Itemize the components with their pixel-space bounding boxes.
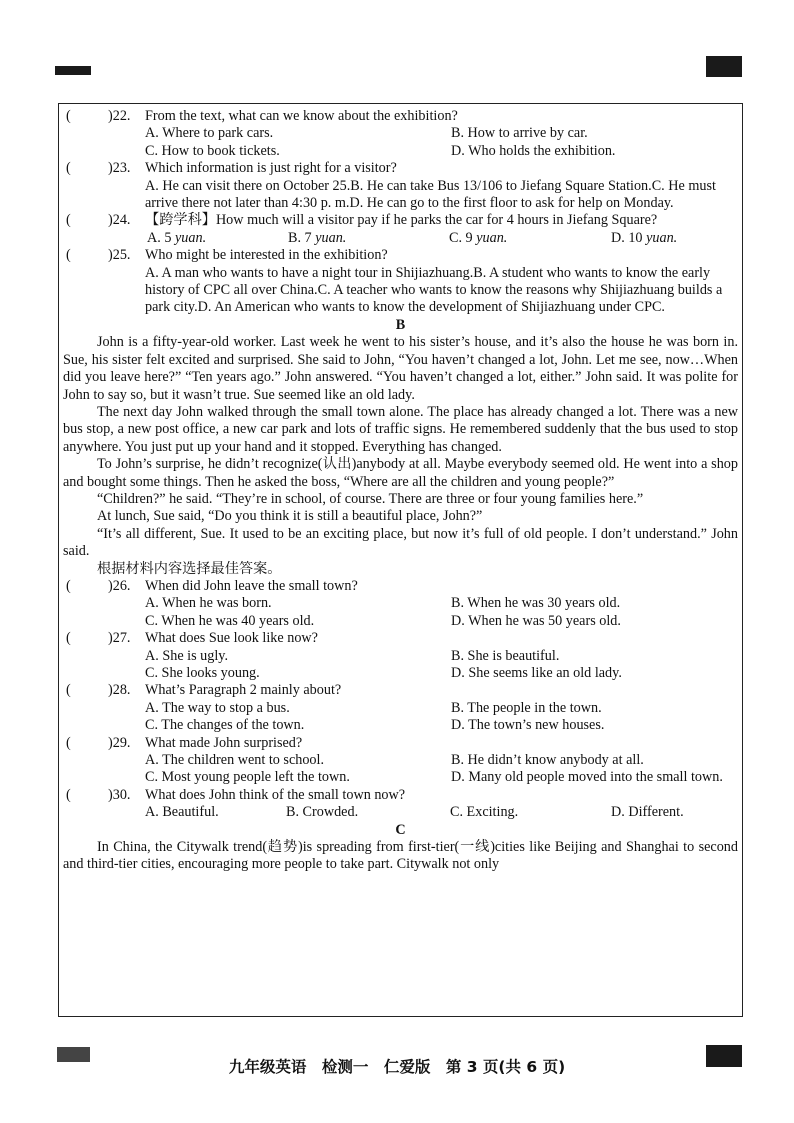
question-stem: Who might be interested in the exhibition? xyxy=(145,247,388,264)
section-c-label: C xyxy=(395,821,406,838)
option: D. When he was 50 years old. xyxy=(451,612,621,629)
option xyxy=(147,230,288,247)
question xyxy=(63,578,738,630)
passage-c: In China, the Citywalk trend(趋势)is spreading from first-tier(一线)cities like Beijing and Shanghai to second and third-tier cities, encouraging more people to take part. Citywalk not only xyxy=(63,839,738,873)
question-number: )27. xyxy=(108,630,131,647)
option: B. Crowded. xyxy=(286,804,359,821)
question-stem: What does Sue look like now? xyxy=(145,630,318,647)
question-stem-row xyxy=(63,160,738,177)
options xyxy=(63,752,738,787)
question-stem: 【跨学科】How much will a visitor pay if he parks the car for 4 hours in Jiefang Square? xyxy=(145,212,658,229)
registration-mark-top-left xyxy=(55,66,91,75)
answer-bracket: ( xyxy=(66,682,71,699)
question-number: )23. xyxy=(108,160,131,177)
question-stem-row xyxy=(63,630,738,647)
passage-paragraph: “Children?” he said. “They’re in school, of course. There are three or four young families here.” xyxy=(97,490,644,507)
question-stem: What’s Paragraph 2 mainly about? xyxy=(145,682,342,699)
option xyxy=(611,230,761,247)
question-number: )25. xyxy=(108,247,131,264)
passage-paragraph: The next day John walked through the small town alone. The place has already changed a lot. There was a new bus stop, a new post office, a new car park and lots of traffic signs. He remembered suddenly that the bus used to stop anywhere. You just put up your hand and it stopped. Everything has changed. xyxy=(63,403,738,455)
passage-paragraph: “It’s all different, Sue. It used to be an exciting place, but now it’s full of old people. I don’t understand.” John said. xyxy=(63,525,738,560)
question xyxy=(63,160,738,212)
question xyxy=(63,247,738,317)
option-unit: yuan. xyxy=(315,229,347,246)
question-stem-row xyxy=(63,787,738,804)
question xyxy=(63,682,738,734)
option: A. The way to stop a bus. xyxy=(145,699,290,716)
page-footer: 九年级英语 检测一 仁爱版 第 3 页(共 6 页) xyxy=(228,1058,566,1076)
question-stem: When did John leave the small town? xyxy=(145,577,358,594)
instruction-b: 根据材料内容选择最佳答案。 xyxy=(97,560,282,577)
option: B. He didn’t know anybody at all. xyxy=(451,752,644,769)
options xyxy=(63,125,738,160)
options xyxy=(63,230,738,247)
answer-bracket: ( xyxy=(66,160,71,177)
option-unit: yuan. xyxy=(646,229,678,246)
option: C. She looks young. xyxy=(145,665,260,681)
section-b-label: B xyxy=(395,316,406,333)
option: A. Where to park cars. xyxy=(145,125,274,142)
question-number: )30. xyxy=(108,786,131,803)
option-letter: D. 10 xyxy=(611,229,643,246)
option: C. He must arrive there not later than 4:30 p. m. xyxy=(145,177,716,212)
option: D. Who holds the exhibition. xyxy=(451,142,616,159)
option: D. Different. xyxy=(611,804,684,821)
question-number: )26. xyxy=(108,577,131,594)
option: D. She seems like an old lady. xyxy=(451,665,622,681)
answer-bracket: ( xyxy=(66,247,71,264)
question-stem: Which information is just right for a visitor? xyxy=(145,160,397,177)
option-letter: A. 5 xyxy=(147,229,172,246)
option: B. He can take Bus 13/106 to Jiefang Square Station. xyxy=(350,177,652,194)
question-stem: What does John think of the small town now? xyxy=(145,786,406,803)
options xyxy=(63,265,738,317)
option: B. She is beautiful. xyxy=(451,647,560,664)
option: C. Exciting. xyxy=(450,804,519,821)
question xyxy=(63,735,738,787)
options xyxy=(63,595,738,630)
option: B. The people in the town. xyxy=(451,699,602,716)
question-stem-row xyxy=(63,578,738,595)
option: C. A teacher who wants to know the reasons why Shijiazhuang builds a park city. xyxy=(145,282,723,316)
option: C. When he was 40 years old. xyxy=(145,612,315,629)
option: D. He can go to the first floor to ask for help on Monday. xyxy=(349,195,674,212)
question-number: )29. xyxy=(108,734,131,751)
question-stem-row xyxy=(63,735,738,752)
question-number: )22. xyxy=(108,108,131,124)
question-stem-row xyxy=(63,108,738,125)
option: D. Many old people moved into the small town. xyxy=(451,769,723,786)
question xyxy=(63,212,738,247)
options xyxy=(63,700,738,735)
option-unit: yuan. xyxy=(476,229,508,246)
option: C. Most young people left the town. xyxy=(145,769,350,786)
answer-bracket: ( xyxy=(66,734,71,751)
answer-bracket: ( xyxy=(66,108,71,124)
option: B. When he was 30 years old. xyxy=(451,595,621,612)
option-letter: B. 7 xyxy=(288,229,312,246)
option: B. A student who wants to know the early history of CPC all over China. xyxy=(145,264,711,299)
passage-paragraph: John is a fifty-year-old worker. Last week he went to his sister’s house, and it’s also the house he was born in. Sue, his sister felt excited and surprised. She said to John, “You haven’t changed a lot, John. Let me see, now…When did you leave here?” “Ten years ago.” John answered. “You haven’t changed a lot, either.” John said. It was polite for John to say so, but it wasn’t true. Sue seemed like an old lady. xyxy=(63,334,738,403)
question xyxy=(63,108,738,160)
question-number: )24. xyxy=(108,212,131,229)
question-stem-row xyxy=(63,682,738,699)
option: A. The children went to school. xyxy=(145,752,325,769)
answer-bracket: ( xyxy=(66,577,71,594)
options xyxy=(63,178,738,213)
options xyxy=(63,804,738,821)
question-number: )28. xyxy=(108,682,131,699)
option: A. When he was born. xyxy=(145,595,272,612)
passage-paragraph: At lunch, Sue said, “Do you think it is still a beautiful place, John?” xyxy=(97,508,483,525)
option-letter: C. 9 xyxy=(449,229,473,246)
option-unit: yuan. xyxy=(174,229,207,246)
answer-bracket: ( xyxy=(66,212,71,229)
question-stem-row xyxy=(63,212,738,229)
option xyxy=(288,230,449,247)
option: D. An American who wants to know the development of Shijiazhuang under CPC. xyxy=(197,299,665,316)
question-stem: What made John surprised? xyxy=(145,734,303,751)
option: C. How to book tickets. xyxy=(145,142,280,159)
option: A. He can visit there on October 25. xyxy=(145,177,351,194)
passage-paragraph: To John’s surprise, he didn’t recognize(认出)anybody at all. Maybe everybody seemed old. He went into a shop and bought some things. Then he asked the boss, “Where are all the children and young people?” xyxy=(63,456,738,490)
option: A. A man who wants to have a night tour in Shijiazhuang. xyxy=(145,264,474,281)
option: A. Beautiful. xyxy=(145,804,219,821)
questions-section-b xyxy=(63,578,738,822)
questions-section-a xyxy=(63,108,738,317)
option: B. How to arrive by car. xyxy=(451,125,588,142)
question-stem-row xyxy=(63,247,738,264)
question xyxy=(63,787,738,822)
question-stem: From the text, what can we know about the exhibition? xyxy=(145,108,458,124)
option: A. She is ugly. xyxy=(145,647,229,664)
answer-bracket: ( xyxy=(66,786,71,803)
option: D. The town’s new houses. xyxy=(451,717,605,734)
page-content xyxy=(63,108,738,874)
registration-mark-top-right xyxy=(706,56,742,77)
option: C. The changes of the town. xyxy=(145,717,305,734)
option xyxy=(449,230,611,247)
question xyxy=(63,630,738,682)
passage-b xyxy=(63,334,738,560)
options xyxy=(63,648,738,683)
answer-bracket: ( xyxy=(66,630,71,647)
